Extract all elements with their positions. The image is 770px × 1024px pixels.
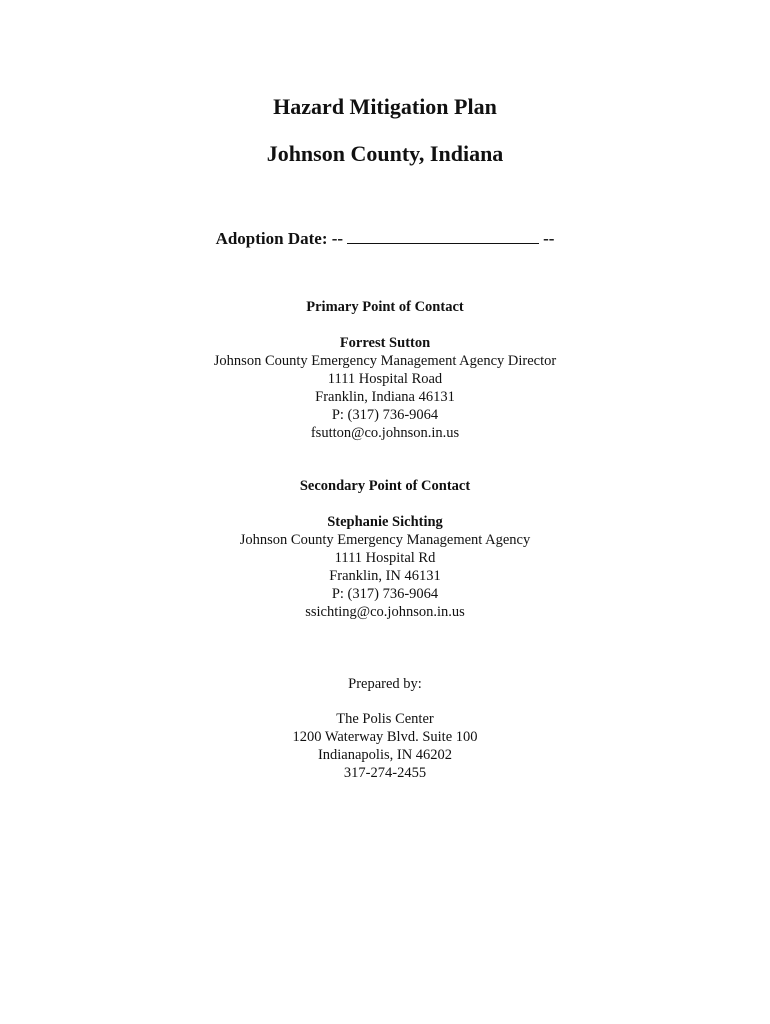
primary-contact-heading: Primary Point of Contact [306,299,464,315]
secondary-contact-heading: Secondary Point of Contact [299,478,471,494]
prepared-by-phone: 317-274-2455 [343,765,427,781]
secondary-contact-title: Johnson County Emergency Management Agency [239,532,531,548]
secondary-contact-city: Franklin, IN 46131 [329,568,441,584]
adoption-date-line [0,229,770,249]
adoption-date-suffix: -- [543,229,555,248]
prepared-by-city: Indianapolis, IN 46202 [317,747,453,763]
document-subtitle: Johnson County, Indiana [266,141,504,166]
primary-contact-address: 1111 Hospital Road [327,371,443,387]
primary-contact-email: fsutton@co.johnson.in.us [310,425,460,441]
primary-contact-phone: P: (317) 736-9064 [331,407,439,423]
primary-contact-city: Franklin, Indiana 46131 [315,389,455,405]
adoption-date-blank [347,229,539,244]
prepared-by-label: Prepared by: [348,676,422,692]
secondary-contact-name: Stephanie Sichting [327,514,443,530]
document-title: Hazard Mitigation Plan [273,94,497,119]
primary-contact-name: Forrest Sutton [339,335,431,351]
secondary-contact-email: ssichting@co.johnson.in.us [305,604,465,620]
adoption-date-label: Adoption Date: -- [215,229,344,248]
secondary-contact-address: 1111 Hospital Rd [334,550,436,566]
primary-contact-title: Johnson County Emergency Management Agency Director [213,353,557,369]
secondary-contact-phone: P: (317) 736-9064 [331,586,439,602]
prepared-by-org: The Polis Center [336,711,434,727]
prepared-by-address: 1200 Waterway Blvd. Suite 100 [292,729,478,745]
